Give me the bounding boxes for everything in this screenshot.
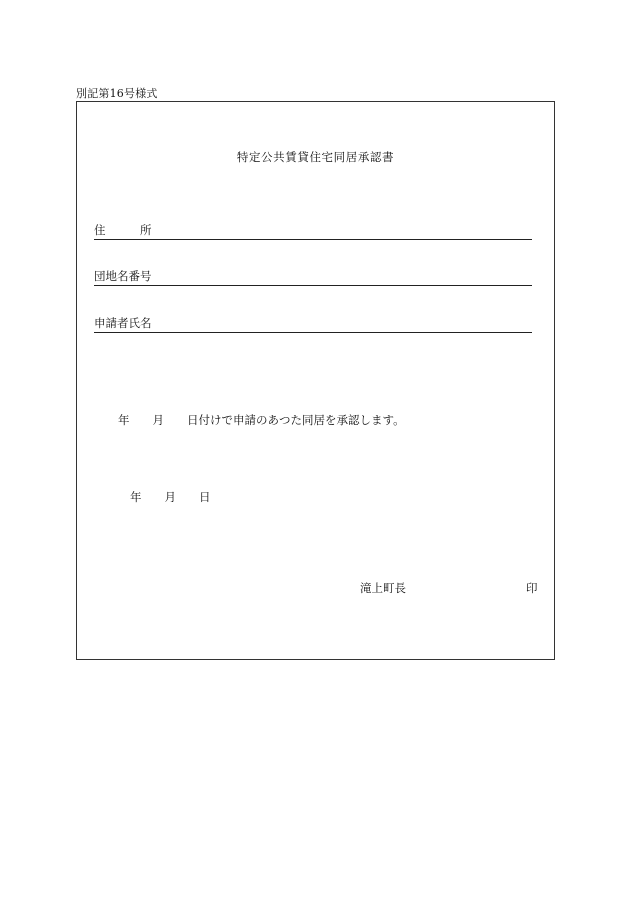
applicant-name-label: 申請者氏名 — [94, 316, 152, 330]
document-title: 特定公共賃貸住宅同居承認書 — [236, 150, 395, 164]
approval-statement: 年 月 日付けで申請のあつた同居を承認します。 — [118, 413, 405, 427]
seal-mark: 印 — [526, 581, 538, 595]
form-frame — [76, 101, 555, 660]
applicant-name-field — [94, 316, 532, 333]
complex-number-field — [94, 269, 532, 286]
approval-date: 年 月 日 — [130, 490, 211, 504]
complex-number-label: 団地名番号 — [94, 269, 152, 283]
address-field — [94, 223, 532, 240]
address-label: 住 所 — [94, 223, 152, 237]
form-number-label: 別記第16号様式 — [76, 87, 158, 100]
signer-title: 滝上町長 — [360, 581, 406, 595]
